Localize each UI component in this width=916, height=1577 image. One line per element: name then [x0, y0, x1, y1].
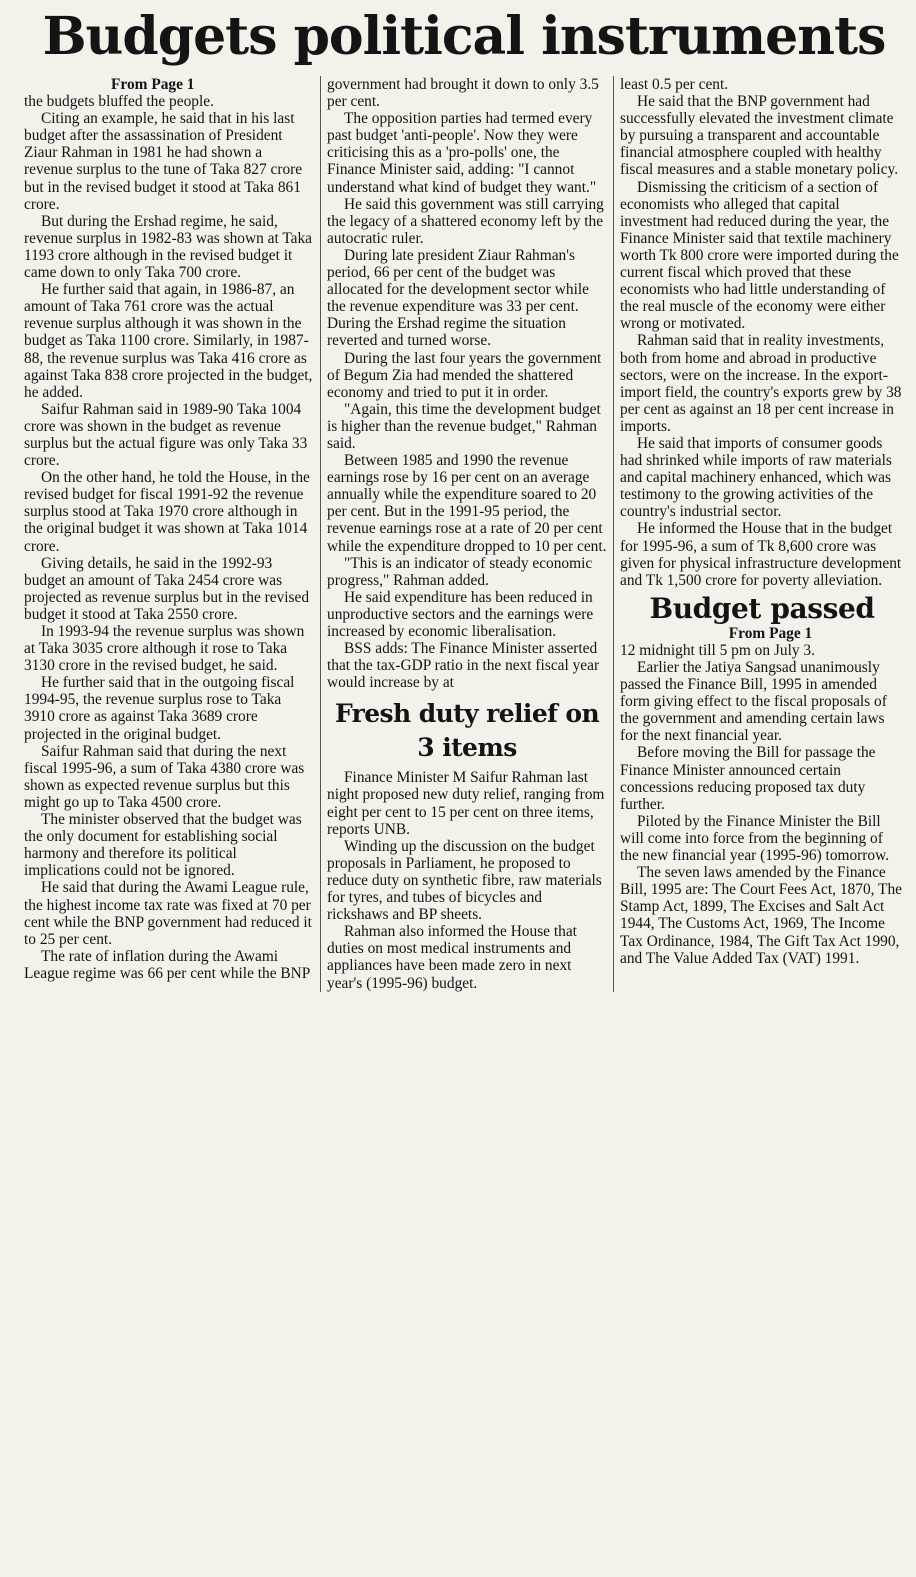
- paragraph: During late president Ziaur Rahman's period, 66 per cent of the budget was allocated for the development sector while the revenue expenditure was 33 per cent. During the Ershad regime the situation reverted and turned worse.: [327, 246, 589, 350]
- paragraph: Rahman said that in reality investments, both from home and abroad in productive sectors, were on the increase. In the export-import field, the country's exports grew by 38 per cent as against an 18 per cent increase in imports.: [620, 332, 902, 435]
- headline: Budgets political instruments: [42, 6, 886, 67]
- paragraph: He said this government was still carrying the legacy of a shattered economy left by the autocratic ruler.: [327, 195, 604, 247]
- paragraph: Earlier the Jatiya Sangsad unanimously passed the Finance Bill, 1995 in amended form giving effect to the fiscal proposals of the government and amending certain laws for the next financial year.: [620, 659, 887, 745]
- paragraph: Rahman also informed the House that duties on most medical instruments and appliances have been made zero in next year's (1995-96) budget.: [327, 923, 577, 992]
- paragraph: "This is an indicator of steady economic progress," Rahman added.: [327, 554, 593, 589]
- paragraph: the budgets bluffed the people.: [24, 93, 214, 111]
- paragraph: BSS adds: The Finance Minister asserted that the tax-GDP ratio in the next fiscal year would increase by at: [327, 640, 600, 692]
- paragraph: 12 midnight till 5 pm on July 3.: [620, 641, 815, 659]
- paragraph: Before moving the Bill for passage the Finance Minister announced certain concessions reducing proposed tax duty further.: [620, 744, 876, 813]
- paragraph: The opposition parties had termed every past budget 'anti-people'. Now they were criticising this as a 'pro-polls' one, the Finance Minister said, adding: "I cannot understand what kind of budget they want.": [327, 110, 597, 196]
- paragraph: Winding up the discussion on the budget proposals in Parliament, he proposed to reduce duty on synthetic fibre, raw materials for tyres, and tubes of bicycles and rickshaws and BP sheets.: [327, 837, 602, 924]
- from-page-label: From Page 1: [111, 76, 195, 93]
- paragraph: "Again, this time the development budget is higher than the revenue budget," Rahman said.: [327, 400, 601, 452]
- paragraph: But during the Ershad regime, he said, revenue surplus in 1982-83 was shown at Taka 1193 crore although in the revised budget it came down to only Taka 700 crore.: [24, 212, 313, 282]
- column-3: [614, 76, 910, 992]
- article-columns: [18, 76, 910, 992]
- paragraph: government had brought it down to only 3.5 per cent.: [327, 76, 599, 111]
- paragraph: least 0.5 per cent.: [620, 76, 729, 93]
- paragraph: The rate of inflation during the Awami League regime was 66 per cent while the BNP: [24, 947, 311, 982]
- paragraph: During the last four years the government of Begum Zia had mended the shattered economy and tried to put it in order.: [327, 349, 602, 401]
- paragraph: Saifur Rahman said that during the next fiscal 1995-96, a sum of Taka 4380 crore was shown as expected revenue surplus but this might go up to Taka 4500 crore.: [24, 742, 305, 811]
- paragraph: He said that the BNP government had successfully elevated the investment climate by pursuing a transparent and accountable financial atmosphere coupled with healthy fiscal measures and a stable monetary policy.: [620, 93, 899, 179]
- paragraph: In 1993-94 the revenue surplus was shown at Taka 3035 crore although it rose to Taka 3130 crore in the revised budget, he said.: [24, 623, 305, 675]
- paragraph: He said that imports of consumer goods had shrinked while imports of raw materials and capital machinery enhanced, which was testimony to the growing activities of the country's industrial sector.: [620, 434, 892, 521]
- paragraph: Giving details, he said in the 1992-93 budget an amount of Taka 2454 crore was projected as revenue surplus but in the revised budget it stood at Taka 2550 crore.: [24, 554, 310, 623]
- paragraph: Finance Minister M Saifur Rahman last night proposed new duty relief, ranging from eight per cent to 15 per cent on three items, reports UNB.: [327, 769, 605, 838]
- paragraph: The seven laws amended by the Finance Bill, 1995 are: The Court Fees Act, 1870, The Stamp Act, 1899, The Excises and Salt Act 1944, The Customs Act, 1969, The Income Tax Ordinance, 1984, The Gift Tax Act 1990, and The Value Added Tax (VAT) 1991.: [620, 864, 902, 967]
- paragraph: He further said that in the outgoing fiscal 1994-95, the revenue surplus rose to Taka 3910 crore as against Taka 3689 crore projected in the original budget.: [24, 674, 295, 743]
- subhead-duty-relief: Fresh duty relief on 3 items: [334, 699, 600, 763]
- paragraph: Citing an example, he said that in his last budget after the assassination of President Ziaur Rahman in 1981 he had shown a revenue surplus to the tune of Taka 827 crore but in the revised budget it stood at Taka 861 crore.: [24, 110, 303, 213]
- paragraph: Between 1985 and 1990 the revenue earnings rose by 16 per cent on an average annually while the expenditure soared to 20 per cent. But in the 1991-95 period, the revenue earnings rose at a rate of 20 per cent while the expenditure dropped to 10 per cent.: [327, 452, 607, 555]
- paragraph: He said that during the Awami League rule, the highest income tax rate was fixed at 70 per cent while the BNP government had reduced it to 25 per cent.: [24, 879, 312, 948]
- paragraph: He said expenditure has been reduced in unproductive sectors and the earnings were increased by economic liberalisation.: [327, 588, 594, 640]
- column-1: [18, 76, 320, 992]
- from-page-label: From Page 1: [728, 624, 813, 642]
- paragraph: Piloted by the Finance Minister the Bill will come into force from the beginning of the new financial year (1995-96) tomorrow.: [620, 812, 890, 865]
- paragraph: On the other hand, he told the House, in the revised budget for fiscal 1991-92 the revenue surplus stood at Taka 1970 crore although in the original budget it was shown at Taka 1014 crore.: [24, 469, 310, 555]
- column-2: [320, 76, 614, 992]
- paragraph: The minister observed that the budget was the only document for establishing social harmony and therefore its political implications could not be ignored.: [24, 811, 302, 880]
- paragraph: He informed the House that in the budget for 1995-96, a sum of Tk 8,600 crore was given for physical infrastructure development and Tk 1,500 crore for poverty alleviation.: [620, 520, 902, 589]
- paragraph: He further said that again, in 1986-87, an amount of Taka 761 crore was the actual revenue surplus although it was shown in the budget as Taka 1100 crore. Similarly, in 1987-88, the revenue surplus was Taka 416 crore as against Taka 838 crore projected in the budget, he added.: [24, 281, 313, 401]
- subhead-budget-passed: Budget passed: [649, 591, 875, 625]
- paragraph: Dismissing the criticism of a section of economists who alleged that capital investment had reduced during the year, the Finance Minister said that textile machinery worth Tk 800 crore were imported during the current fiscal which proved that these economists who had little understanding of the real muscle of the economy were either wrong or motivated.: [620, 178, 899, 333]
- paragraph: Saifur Rahman said in 1989-90 Taka 1004 crore was shown in the budget as revenue surplus but the actual figure was only Taka 33 crore.: [24, 400, 308, 470]
